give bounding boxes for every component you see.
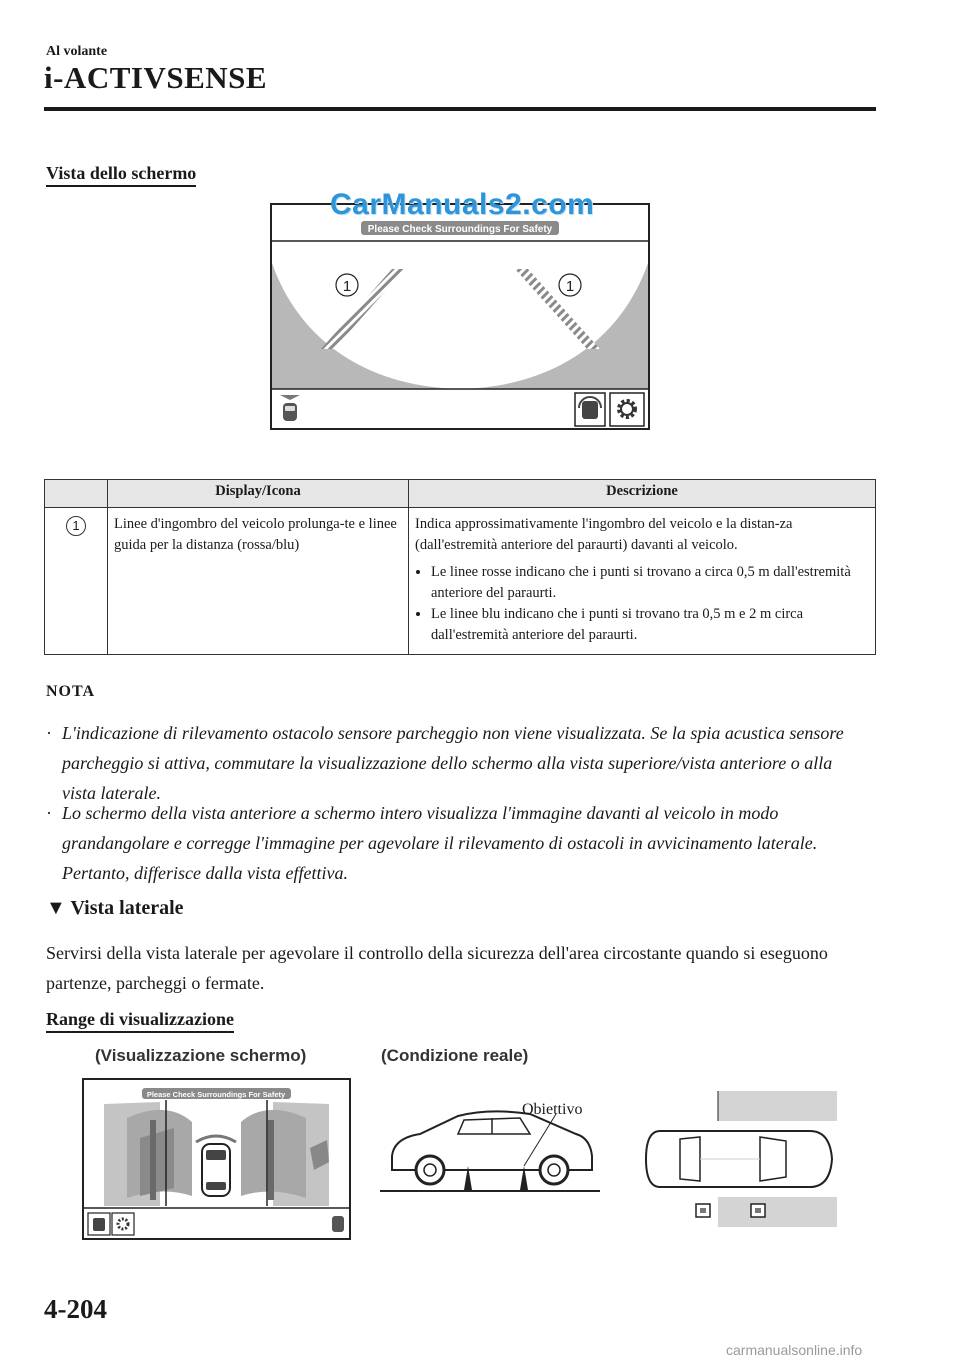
target-label: Obiettivo — [522, 1101, 583, 1118]
footer-brand: carmanualsonline.info — [726, 1342, 863, 1358]
range-heading: Range di visualizzazione — [46, 1009, 234, 1033]
svg-text:Please Check Surroundings For: Please Check Surroundings For Safety — [146, 1090, 286, 1099]
top-car-illustration — [640, 1089, 840, 1229]
table-row — [45, 508, 876, 655]
nota-label: NOTA — [46, 683, 96, 700]
table-header-description: Descrizione — [409, 480, 876, 508]
caption-screen: (Visualizzazione schermo) — [95, 1046, 307, 1065]
nota-item: · L'indicazione di rilevamento ostacolo sensore parcheggio non viene visualizzata. Se la spia acustica sensore parcheggio si attiva, commutare la visualizzazione dello schermo alla vista superiore/vista anteriore o alla vista laterale. — [46, 718, 866, 808]
table-cell-marker — [45, 508, 108, 655]
settings-gear-icon[interactable] — [112, 1213, 134, 1235]
side-view-body: Servirsi della vista laterale per agevolare il controllo della sicurezza dell'area circostante quando si eseguono partenze, parcheggi o fermate. — [46, 943, 828, 993]
section-label: Al volante — [46, 44, 108, 59]
caption-real: (Condizione reale) — [381, 1046, 529, 1065]
svg-text:1: 1 — [342, 278, 352, 295]
table-header-display: Display/Icona — [108, 480, 409, 508]
safety-banner-text: Please Check Surroundings For Safety — [367, 224, 553, 235]
table-cell-description — [409, 508, 876, 655]
callout-marker: 1 — [66, 516, 86, 536]
description-bullet: • Le linee rosse indicano che i punti si trovano a circa 0,5 m dall'estremità anteriore del paraurti. — [431, 562, 869, 604]
screen-view-heading: Vista dello schermo — [46, 163, 196, 187]
table-header-row — [45, 480, 876, 508]
front-view-screen-illustration — [270, 203, 650, 430]
side-view-screen-illustration — [82, 1078, 351, 1240]
header-rule — [44, 107, 876, 111]
watermark: CarManuals2.com — [330, 188, 595, 221]
car-view-icon[interactable] — [332, 1216, 344, 1232]
table-cell-display: Linee d'ingombro del veicolo prolunga-te e linee guida per la distanza (rossa/blu) — [108, 508, 409, 655]
side-view-heading: ▼ Vista laterale — [46, 897, 184, 919]
bullet-dot: · — [46, 723, 52, 743]
nota-item: · Lo schermo della vista anteriore a schermo intero visualizza l'immagine davanti al veicolo in modo grandangolare e corregge l'immagine per agevolare il rilevamento di ostacoli in avvicinamento laterale. Pertanto, differisce dalla vista effettiva. — [46, 798, 866, 888]
description-bullets — [415, 562, 869, 646]
settings-gear-icon[interactable] — [610, 393, 644, 426]
triangle-down-icon: ▼ — [46, 897, 66, 919]
view-switch-icon[interactable] — [88, 1213, 110, 1235]
table-header-marker — [45, 480, 108, 508]
description-table — [44, 479, 876, 655]
description-bullet: • Le linee blu indicano che i punti si trovano tra 0,5 m e 2 m circa dall'estremità anteriore del paraurti. — [431, 604, 869, 646]
view-switch-icon[interactable] — [575, 393, 605, 426]
svg-text:1: 1 — [565, 278, 575, 295]
page-number: 4-204 — [44, 1294, 107, 1324]
description-text: Indica approssimativamente l'ingombro del veicolo e la distan-za (dall'estremità anteriore del paraurti) davanti al veicolo. — [415, 516, 793, 554]
bullet-dot: · — [46, 803, 52, 823]
chapter-title: i-ACTIVSENSE — [44, 60, 268, 95]
